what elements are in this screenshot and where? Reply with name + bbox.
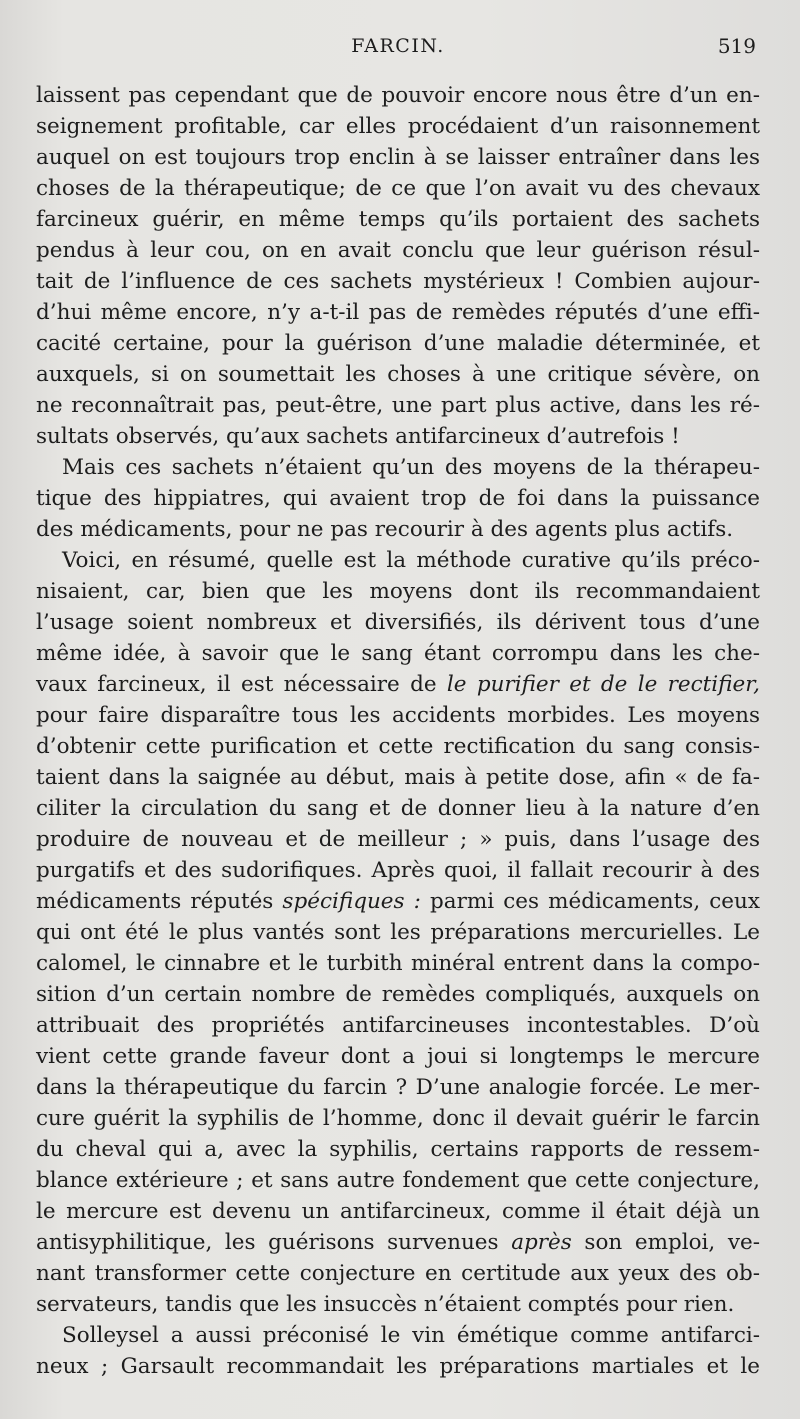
text-line: ne reconnaîtrait pas, peut-être, une part plus active, dans les ré-: [36, 393, 760, 418]
text-line: sition d’un certain nombre de remèdes compliqués, auxquels on: [36, 982, 760, 1007]
text-line: du cheval qui a, avec la syphilis, certains rapports de ressem-: [36, 1137, 760, 1162]
text-line: même idée, à savoir que le sang étant corrompu dans les che-: [36, 641, 760, 666]
text-line: dans la thérapeutique du farcin ? D’une analogie forcée. Le mer-: [36, 1075, 760, 1100]
body-text: [36, 80, 760, 1382]
text-line: auxquels, si on soumettait les choses à une critique sévère, on: [36, 362, 760, 387]
text-line: laissent pas cependant que de pouvoir encore nous être d’un en-: [36, 83, 760, 108]
text-line: sultats observés, qu’aux sachets antifarcineux d’autrefois !: [36, 424, 680, 449]
text-line: cacité certaine, pour la guérison d’une maladie déterminée, et: [36, 331, 760, 356]
text-line: ciliter la circulation du sang et de donner lieu à la nature d’en: [36, 796, 760, 821]
text-line: d’hui même encore, n’y a-t-il pas de remèdes réputés d’une effi-: [36, 300, 760, 325]
text-line: nisaient, car, bien que les moyens dont ils recommandaient: [36, 579, 760, 604]
text-line: produire de nouveau et de meilleur ; » puis, dans l’usage des: [36, 827, 760, 852]
text-line: tique des hippiatres, qui avaient trop de foi dans la puissance: [36, 486, 760, 511]
text-line: Voici, en résumé, quelle est la méthode curative qu’ils préco-: [62, 548, 760, 573]
text-line: médicaments réputés spécifiques : parmi ces médicaments, ceux: [36, 889, 760, 914]
text-line: des médicaments, pour ne pas recourir à des agents plus actifs.: [36, 517, 734, 542]
text-line: neux ; Garsault recommandait les préparations martiales et le: [36, 1354, 760, 1379]
text-line: seignement profitable, car elles procédaient d’un raisonnement: [36, 114, 760, 139]
text-line: taient dans la saignée au début, mais à petite dose, afin « de fa-: [36, 765, 760, 790]
text-line: vient cette grande faveur dont a joui si longtemps le mercure: [36, 1044, 760, 1069]
running-title: FARCIN.: [351, 35, 445, 57]
text-line: choses de la thérapeutique; de ce que l’on avait vu des chevaux: [36, 176, 760, 201]
text-line: pour faire disparaître tous les accidents morbides. Les moyens: [36, 703, 760, 728]
text-line: cure guérit la syphilis de l’homme, donc il devait guérir le farcin: [36, 1106, 760, 1131]
text-line: tait de l’influence de ces sachets mystérieux ! Combien aujour-: [36, 269, 760, 294]
text-line: vaux farcineux, il est nécessaire de le purifier et de le rectifier,: [36, 672, 760, 697]
text-line: purgatifs et des sudorifiques. Après quoi, il fallait recourir à des: [36, 858, 760, 883]
text-line: attribuait des propriétés antifarcineuses incontestables. D’où: [36, 1013, 760, 1038]
text-line: Mais ces sachets n’étaient qu’un des moyens de la thérapeu-: [62, 455, 760, 480]
text-line: calomel, le cinnabre et le turbith minéral entrent dans la compo-: [36, 951, 760, 976]
text-line: nant transformer cette conjecture en certitude aux yeux des ob-: [36, 1261, 760, 1286]
text-line: l’usage soient nombreux et diversifiés, ils dérivent tous d’une: [36, 610, 760, 635]
text-line: qui ont été le plus vantés sont les préparations mercurielles. Le: [36, 920, 760, 945]
text-line: auquel on est toujours trop enclin à se laisser entraîner dans les: [36, 145, 760, 170]
text-line: servateurs, tandis que les insuccès n’étaient comptés pour rien.: [36, 1292, 735, 1317]
text-line: le mercure est devenu un antifarcineux, comme il était déjà un: [36, 1199, 760, 1224]
text-line: d’obtenir cette purification et cette rectification du sang consis-: [36, 734, 760, 759]
page-number: 519: [717, 34, 756, 58]
text-line: antisyphilitique, les guérisons survenues après son emploi, ve-: [36, 1230, 761, 1255]
text-line: pendus à leur cou, on en avait conclu que leur guérison résul-: [36, 238, 760, 263]
text-line: blance extérieure ; et sans autre fondement que cette conjecture,: [36, 1168, 760, 1193]
running-header: [36, 32, 760, 60]
text-line: farcineux guérir, en même temps qu’ils portaient des sachets: [36, 207, 760, 232]
text-line: Solleysel a aussi préconisé le vin émétique comme antifarci-: [62, 1323, 760, 1348]
